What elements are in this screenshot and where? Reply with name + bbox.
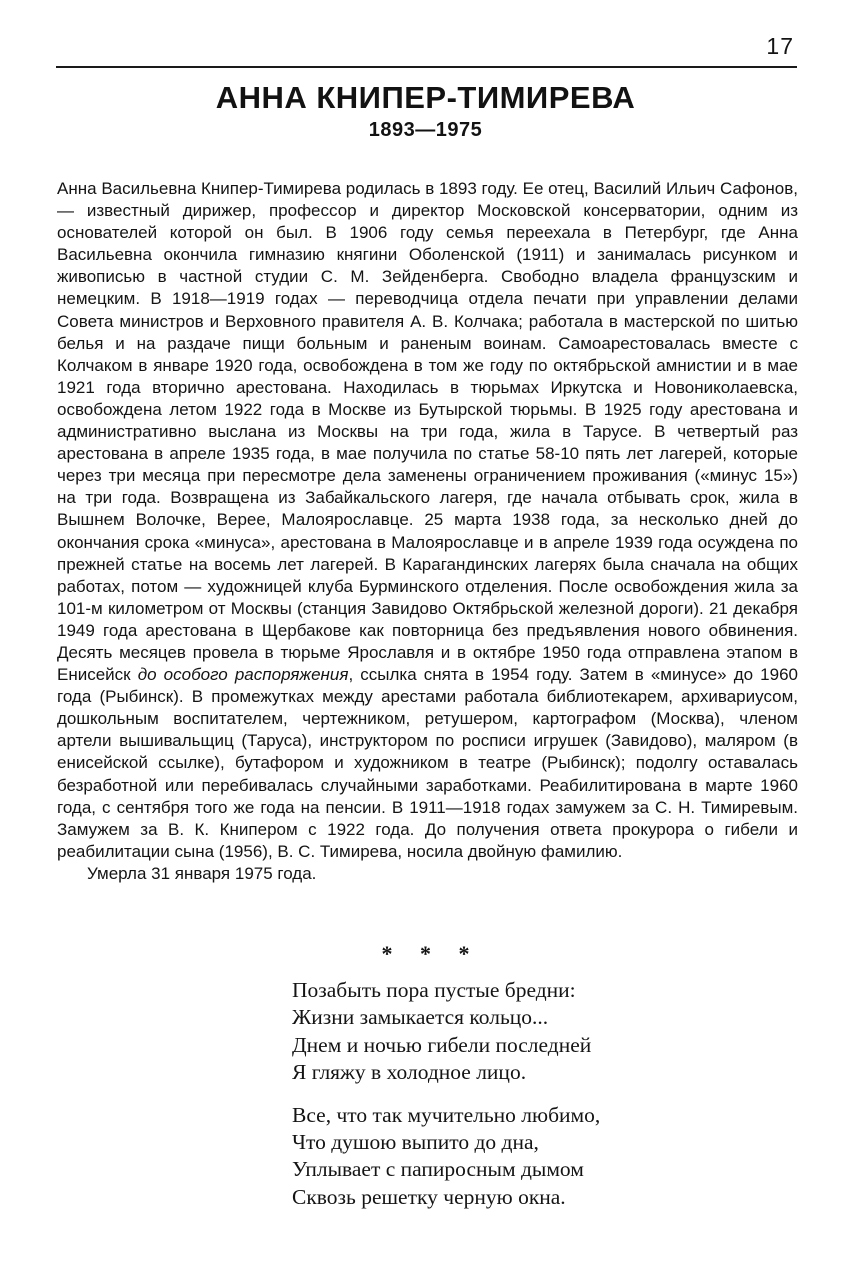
header-rule	[56, 66, 797, 68]
biography-text-2: , ссылка снята в 1954 году. Затем в «минусе» до 1960 года (Рыбинск). В промежутках между арестами работала библиотекарем, архивариусом, дошкольным воспитателем, чертежником, ретушером, картографом (Москва), членом артели вышивальщиц (Таруса), инструктором по росписи игрушек (Завидово), маляром (в енисейской ссылке), бутафором и художником в театре (Рыбинск); подолгу оставалась безработной или перебивалась случайными заработками. Реабилитирована в марте 1960 года, с сентября того же года на пенсии. В 1911—1918 годах замужем за С. Н. Тимиревым. Замужем за В. К. Книпером с 1922 года. До получения ответа прокурора о гибели и реабилитации сына (1956), В. С. Тимирева, носила двойную фамилию.	[57, 665, 798, 861]
biography-text-1: Анна Васильевна Книпер-Тимирева родилась в 1893 году. Ее отец, Василий Ильич Сафонов, — известный дирижер, профессор и директор Московской консерватории, одним из основателей которой он был. В 1906 году семья переехала в Петербург, где Анна Васильевна окончила гимназию княгини Оболенской (1911) и занималась рисунком и живописью в частной студии С. М. Зейденберга. Свободно владела французским и немецким. В 1918—1919 годах — переводчица отдела печати при управлении делами Совета министров и Верховного правителя А. В. Колчака; работала в мастерской по шитью белья и на раздаче пищи больным и раненым воинам. Самоарестовалась вместе с Колчаком в январе 1920 года, освобождена в том же году по октябрьской амнистии и в мае 1921 года вторично арестована. Находилась в тюрьмах Иркутска и Новониколаевска, освобождена летом 1922 года в Москве из Бутырской тюрьмы. В 1925 году арестована и административно выслана из Москвы на три года, жила в Тарусе. В четвертый раз арестована в апреле 1935 года, в мае получила по статье 58-10 пять лет лагерей, которые через три месяца при пересмотре дела заменены ограничением проживания («минус 15») на три года. Возвращена из Забайкальского лагеря, где начала отбывать срок, жила в Вышнем Волочке, Верее, Малоярославце. 25 марта 1938 года, за несколько дней до окончания срока «минуса», арестована в Малоярославце и в апреле 1939 года осуждена по прежней статье на восемь лет лагерей. В Карагандинских лагерях была сначала на общих работах, потом — художницей клуба Бурминского отделения. После освобождения жила за 101-м километром от Москвы (станция Завидово Октябрьской железной дороги). 21 декабря 1949 года арестована в Щербакове как повторница без предъявления нового обвинения. Десять месяцев провела в тюрьме Ярославля и в октябре 1950 года отправлена этапом в Енисейск	[57, 179, 798, 685]
poem-line: Что душою выпито до дна,	[292, 1130, 539, 1155]
biography-italic-phrase: до особого распоряжения	[137, 665, 349, 685]
biography-section	[57, 178, 798, 885]
poem-section	[292, 977, 600, 1211]
poem-line: Сквозь решетку черную окна.	[292, 1184, 566, 1209]
poem-line: Я гляжу в холодное лицо.	[292, 1060, 527, 1085]
poem-line: Уплывает с папиросным дымом	[292, 1157, 584, 1182]
page-number: 17	[766, 33, 794, 59]
life-years: 1893—1975	[368, 119, 483, 141]
poem-line: Днем и ночью гибели последней	[292, 1032, 592, 1057]
biography-paragraph	[57, 178, 798, 863]
poem-line: Все, что так мучительно любимо,	[292, 1102, 601, 1127]
poem-line: Позабыть пора пустые бредни:	[292, 978, 576, 1002]
poem-line: Жизни замыкается кольцо...	[292, 1005, 549, 1030]
poem-stanza-2	[292, 1102, 600, 1212]
poem-separator: * * *	[381, 941, 481, 966]
poem-stanza-1	[292, 977, 600, 1087]
death-date-line: Умерла 31 января 1975 года.	[87, 863, 317, 883]
page-title: АННА КНИПЕР-ТИМИРЕВА	[215, 80, 636, 115]
